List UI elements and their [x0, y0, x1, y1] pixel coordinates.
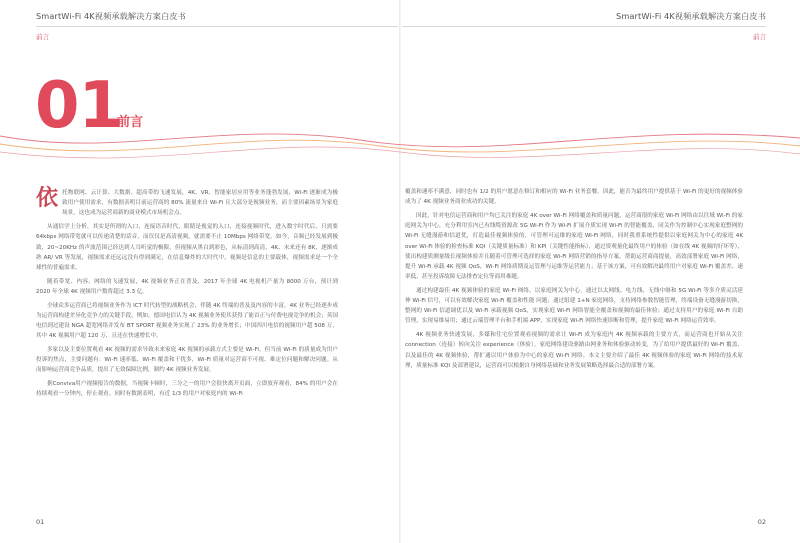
- chapter-title: 前言: [117, 115, 144, 130]
- right-page: [400, 0, 800, 543]
- header-divider: [36, 26, 398, 27]
- drop-cap: 依: [36, 186, 59, 211]
- running-section-tag: 前言: [36, 33, 49, 41]
- running-section-tag: 前言: [753, 33, 766, 41]
- paragraph: 多家以及主要位置观看 4K 视频的需求导致未来家庭 4K 视频的承载方式主要是 Wi-Fi。但当前 Wi-Fi 的质量成为用户投诉的焦点，主要问题有：Wi-Fi 速率低、Wi-Fi 覆盖和干扰多，Wi-Fi 质量对运营商不可视、难定位问题和解决问题。从而影响运营商竞争品质，提出了无效保障比例，制约 4K 视频业务发展。: [36, 346, 338, 374]
- paragraph: 覆盖和速率不满意，同时也有 1/2 的用户愿意在修订和相应的 Wi-Fi 业务套餐。因此，能否为最终用户提供基于 Wi-Fi 的更好的视频体验成为了 4K 视频业务商业成功的关键。: [405, 189, 743, 206]
- paragraph: 随着带宽、内容、网络的飞速发展，4K 视频业务正在普及，2017 年全球 4K 电视机产量为 8000 万台，预计到 2020 年全球 4K 视频用户数将超过 3.3 亿。: [36, 278, 338, 295]
- header-divider: [402, 26, 766, 27]
- paragraph: 全球众多运营商已将视频业务作为 ICT 时代转型的战略机会，伴随 4K 终端的普及及内容的丰富，4K 业务已经逐步成为运营商构建差异化竞争力的关键手段。例如，德国电信认为 4K 视频业务使其获得了能首正与付费电视竞争的机会；英国电信到过建设 NGA 超宽网络并发布 BT SPORT 视频业务实现了 23% 的业务增长；中国四川电信的视频用户超 508 万，其中 4K 视频用户超 120 万，且还在快速增长中。: [36, 302, 338, 340]
- page-number: 02: [757, 518, 766, 526]
- paragraph: 因此，针对电信运营商和用户均已关注的家庭 4K over Wi-Fi 网络覆盖和质量问题，运营商很的家庭 Wi-Fi 网络由以往域 Wi-Fi 的家庭网关为中心，充分利用室内已有线缆资源改 5G Wi-Fi 作为 Wi-Fi 扩展介质实现 Wi-Fi 的智能覆盖，同关作为控制中心实现家庭整网的 Wi-Fi 无缝漫游和信道优，打造最佳视频体验的，可管理可运维的家庭 Wi-Fi 网络，同时我重系统性提供以家庭网关为中心的家庭 4K over Wi-Fi 体验的检查标准 KQI（关键质量标准）和 KPI（关键性能指标），通过资观量化最终用户的体验（如在线 4K 视频的好坏等），使出构建质测量级长视频体验并且随着可管理可选择的家庭 Wi-Fi 网络营销的指导方案，帮助运营商商提量，高效部署家庭 Wi-Fi 网络，提升 Wi-Fi 承载 4K 视频 QoS，Wi-Fi 网络质期及运管理与运维等运营能力；基于该方案，可有效解决最终用户对家庭 Wi-Fi 覆盖差、速率低，甚至投诉故障无法排查定位等商用难题。: [405, 212, 743, 281]
- paragraph: 从通信学上分析，其实是所谓的入口，连接语音时代，眼睛是视觉的入口，连接视频时代，进入数字时代后，只需要 64kbps 网络带宽就可以传递清楚的话音，而仅仅是高清视频，就需要不止 10Mbps 网络带宽。如今，音频已经发展到极致，20~20KHz 的声波范围已经达到人耳听觉的极限，但视频从黑白到彩色，从标清到高清，4K、未来还有 8K，逐渐成熟 AR/ VR 等发展，视频需求还远远没有得到满足，在信息爆炸的大时代中，视频是信息的主要载体，视频需求是一个全球性的普遍需求。: [36, 224, 338, 271]
- paragraph: 据Conviva用户视频报告的数据，当视频卡顿时，三分之一的用户会很快离开页面，立即放弃观看，84% 的用户会在持续观看一分钟内，停止观看。同时有数据表明，有近 1/3 的用户对家庭内的 Wi-Fi: [36, 380, 338, 398]
- left-text-column: [36, 188, 338, 403]
- chapter-number: 01: [35, 69, 123, 143]
- wave-line: [0, 134, 800, 147]
- book-gutter: [399, 0, 401, 543]
- paragraph: 通过构建最佳 4K 视频体验的家庭 Wi-Fi 网络，以家庭网关为中心，通过以太网线、电力线、无线中继和 5G Wi-Fi 等多介质灵活延伸 Wi-Fi 信号，可以有效解决家庭 Wi-Fi 覆盖和性能 问题；通过组建 1+N 家庭网络，支持网络参数智能管理，终端设备无缝漫游切换，整网的 Wi-Fi 信道调优以及 Wi-Fi 承载视频 QoS，实现家庭 Wi-Fi 网络智能全覆盖和视频的最佳体验；通过支持用户的家庭 Wi-Fi 自助管理，实现易维易用；通过云端管理平台和手机端 APP，实现家庭 Wi-Fi 网络快速诊断和管理，提升家庭 Wi-Fi 网络运营效率。: [405, 287, 743, 325]
- running-title: SmartWi-Fi 4K视频承载解决方案白皮书: [36, 11, 186, 21]
- running-title: SmartWi-Fi 4K视频承载解决方案白皮书: [616, 11, 766, 21]
- paragraph: 4K 视频业务快速发展，多媒和住宅位置观看视频的需求让 Wi-Fi 成为家庭内 4K 视频承载的主要方式，而运营商也开始从关注 connection（连接）转向关注 experience（体验）。家庭网络建设驱路由网业务和体验驱动转变，为了给用户提供最好的 Wi-Fi 覆盖、以及最佳的 4K 视频体验，帮扩通以用户体验为中心的家庭 Wi-Fi 网络。本文主要介绍了最佳 4K 视频体验的家庭 Wi-Fi 网络的技术原理，质量标准 KQI 及部署建议，运营商可以根据自身网络基础和业务发展策略选择最合适的部署方案。: [405, 332, 743, 369]
- intro-paragraph: [36, 188, 338, 219]
- intro-text: 托物联网、云计算、大数据、超高带的飞速发展，4K、VR、智能家居应用等业务蓬勃发展，Wi-Fi 逐渐成为极致用户使用需求，有数据表明目前运营商的 80% 流量来自 Wi-Fi 且大部分是视频业务，而主要因素场景为家庭场景，这也成为运营商新的商业模式市场机会点。: [62, 190, 338, 217]
- decorative-wave-lines: [0, 118, 800, 178]
- page-number: 01: [36, 518, 45, 526]
- right-text-column: [405, 187, 743, 374]
